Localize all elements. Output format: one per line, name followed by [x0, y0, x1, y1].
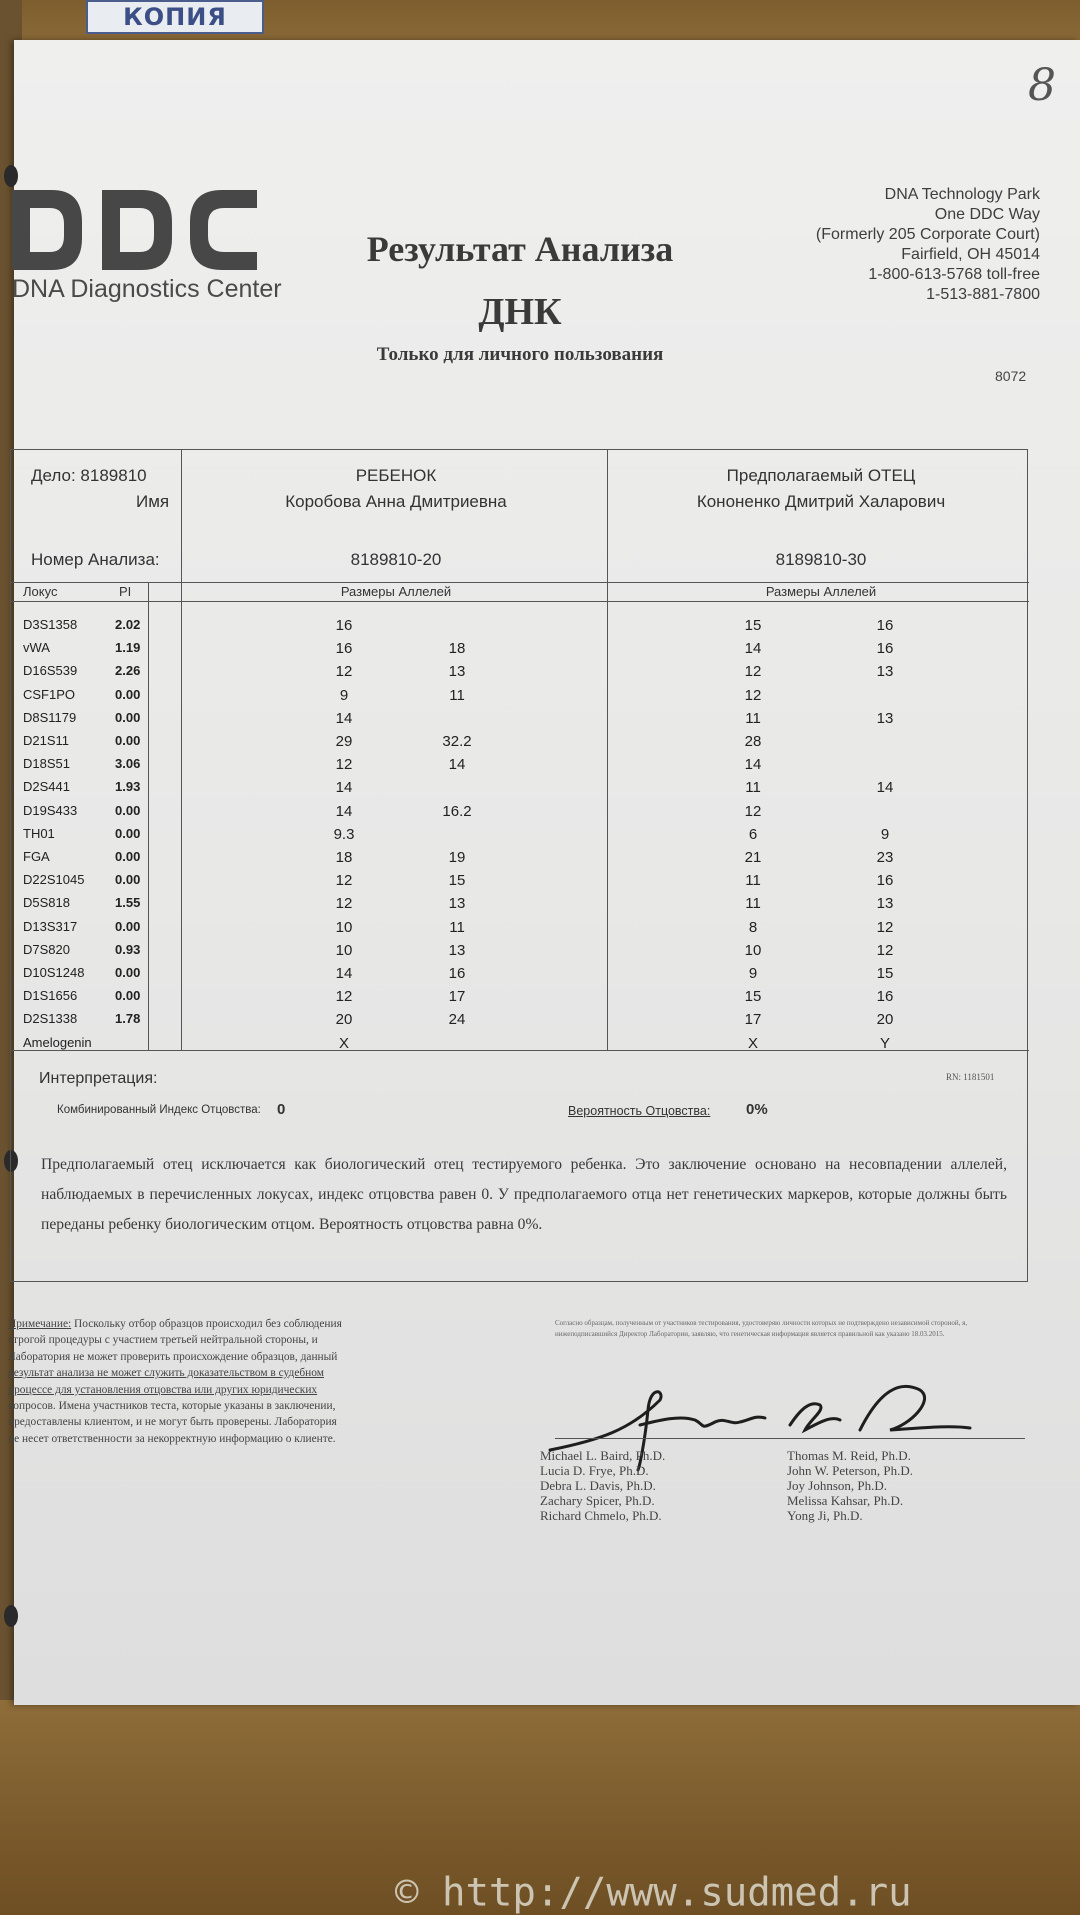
pi-value: 1.78 [115, 1011, 141, 1027]
father-allele-2: 13 [876, 663, 894, 681]
father-allele-1: 11 [745, 709, 761, 727]
pi-value: 0.00 [115, 709, 141, 725]
page-number: 8 [1028, 60, 1056, 111]
locus-name: D18S51 [23, 756, 70, 772]
locus-name: CSF1PO [23, 686, 76, 702]
pi-value: 0.00 [115, 849, 141, 864]
pi-value: 0.93 [115, 941, 141, 957]
locus-name: D8S1179 [23, 709, 77, 725]
signers-right: Thomas M. Reid, Ph.D. John W. Peterson, Ph.D. Joy Johnson, Ph.D. Melissa Kahsar, Ph.D. Yong Ji, Ph.D. [787, 1448, 914, 1523]
case-number: Дело: 8189810 [31, 466, 147, 485]
father-allele-1: X [747, 1034, 759, 1052]
father-test-number: 8189810-30 [775, 550, 867, 569]
child-allele-2: 19 [448, 849, 466, 866]
father-allele-1: 11 [745, 872, 761, 890]
disclaimer-note: Примечание: Поскольку отбор образцов происходил без соблюдения строгой процедуры с участием третьей нейтральной стороны, и Лаборатория не может проверить происхождение образцов, данный результат анализа не может служить доказательством в судебном процессе для установления отцовства или других юридических вопросов. Имена участников теста, которые указаны в заключении, предоставлены клиентом, и не могут быть проверены. Лаборатория не несет ответственности за некорректную информацию о клиенте. [8, 1318, 342, 1445]
father-allele-1: 8 [748, 918, 758, 936]
document-subtitle: Только для личного пользования [376, 344, 664, 365]
father-allele-2: 23 [876, 849, 894, 866]
probability-label: Вероятность Отцовства: [568, 1104, 711, 1118]
locus-name: D10S1248 [23, 965, 85, 980]
child-allele-2: 11 [449, 686, 465, 704]
pi-value: 0.00 [115, 802, 141, 818]
child-allele-1: 16 [335, 640, 353, 658]
interpretation-label: Интерпретация: [39, 1070, 158, 1087]
document-title: Результат Анализа [366, 229, 674, 269]
document-code: 8072 [995, 368, 1027, 384]
locus-name: FGA [23, 849, 50, 864]
father-allele-2: 13 [876, 709, 894, 727]
child-allele-2: 13 [448, 895, 466, 913]
father-allele-2: 16 [876, 640, 894, 658]
father-allele-2: 9 [880, 825, 890, 843]
father-allele-1: 9 [748, 965, 758, 982]
child-allele-1: 12 [335, 756, 353, 774]
father-allele-2: 16 [876, 872, 894, 890]
locus-name: D16S539 [23, 663, 78, 679]
child-allele-1: 12 [335, 872, 353, 890]
rn-number: RN: 1181501 [946, 1072, 995, 1082]
child-alleles-header: Размеры Аллелей [340, 584, 452, 599]
father-allele-1: 6 [748, 825, 758, 843]
pi-value: 0.00 [115, 686, 141, 702]
name-label: Имя [136, 492, 170, 511]
child-allele-1: 20 [335, 1011, 353, 1029]
pi-value: 1.93 [115, 779, 141, 795]
father-allele-2: 16 [876, 988, 894, 1006]
child-allele-2: 13 [448, 663, 466, 681]
child-allele-1: 12 [335, 895, 353, 913]
child-allele-1: 18 [335, 849, 353, 866]
child-allele-2: 13 [448, 941, 466, 959]
pi-value: 2.02 [115, 617, 141, 632]
locus-name: D19S433 [23, 802, 78, 818]
child-test-number: 8189810-20 [350, 550, 442, 569]
pi-value: 1.55 [115, 895, 141, 911]
child-allele-1: 12 [335, 663, 353, 681]
signers-left: Michael L. Baird, Ph.D. Lucia D. Frye, Ph.D. Debra L. Davis, Ph.D. Zachary Spicer, Ph.D. Richard Chmelo, Ph.D. [540, 1448, 666, 1523]
child-allele-1: 14 [335, 802, 353, 820]
pi-value: 0.00 [115, 988, 141, 1004]
pi-value: 0.00 [115, 825, 141, 841]
signature-line [555, 1438, 1025, 1439]
child-allele-2: 18 [448, 640, 466, 658]
father-allele-1: 10 [744, 941, 762, 959]
father-allele-1: 14 [744, 756, 762, 774]
father-allele-2: 13 [876, 895, 894, 913]
father-role: Предполагаемый ОТЕЦ [726, 466, 916, 485]
consent-statement: Согласно образцам, полученным от участников тестирования, удостоверяю личности которых не подтверждено независимой стороной, я, нижеподписавшийся Директор Лаборатории, заявляю, что генетическая информация является правильной как указано 18.03.2015. [555, 1319, 968, 1338]
child-allele-2: 14 [448, 756, 466, 774]
copy-stamp: КОПИЯ [86, 0, 264, 34]
locus-name: D2S441 [23, 779, 70, 795]
child-allele-1: 10 [335, 918, 353, 936]
locus-name: vWA [23, 640, 50, 656]
cpi-value: 0 [277, 1101, 286, 1118]
father-allele-1: 15 [744, 617, 762, 634]
child-allele-1: 12 [335, 988, 353, 1006]
father-allele-1: 12 [744, 686, 762, 704]
father-allele-2: 12 [876, 918, 894, 936]
pi-value: 3.06 [115, 756, 141, 772]
father-allele-2: 14 [876, 779, 894, 797]
father-allele-2: Y [879, 1034, 891, 1052]
child-role: РЕБЕНОК [355, 466, 437, 485]
father-allele-1: 21 [744, 849, 762, 866]
pi-value: 0.00 [115, 872, 141, 888]
pi-value: 2.26 [115, 663, 141, 679]
pi-header: PI [119, 584, 132, 599]
child-allele-1: 14 [335, 779, 353, 797]
child-allele-1: 9 [339, 686, 349, 704]
father-allele-1: 11 [745, 779, 761, 797]
locus-header: Локус [23, 584, 58, 599]
father-name: Кононенко Дмитрий Халарович [696, 492, 946, 511]
watermark: © http://www.sudmed.ru [395, 1870, 912, 1915]
father-allele-2: 20 [876, 1011, 894, 1029]
father-allele-1: 15 [744, 988, 762, 1006]
results-table [10, 449, 1028, 1282]
father-alleles-header: Размеры Аллелей [765, 584, 877, 599]
father-allele-1: 17 [744, 1011, 762, 1029]
pi-value: 0.00 [115, 733, 141, 748]
pi-value: 1.19 [115, 640, 141, 656]
father-allele-2: 15 [876, 965, 894, 982]
child-allele-1: 29 [335, 733, 353, 750]
child-allele-1: 14 [335, 709, 353, 727]
child-allele-2: 24 [448, 1011, 466, 1029]
child-allele-1: 9.3 [333, 825, 355, 843]
locus-name: D21S11 [23, 733, 70, 748]
pi-value: 0.00 [115, 965, 141, 980]
cpi-label: Комбинированный Индекс Отцовства: [57, 1104, 261, 1116]
child-allele-2: 15 [448, 872, 466, 890]
father-allele-1: 14 [744, 640, 762, 658]
child-allele-1: 10 [335, 941, 353, 959]
father-allele-1: 12 [744, 802, 762, 820]
child-allele-2: 16 [448, 965, 466, 982]
child-allele-2: 11 [449, 918, 465, 936]
child-name: Коробова Анна Дмитриевна [285, 492, 507, 511]
locus-name: D22S1045 [23, 872, 85, 888]
locus-name: TH01 [23, 825, 55, 841]
father-allele-1: 11 [745, 895, 761, 913]
probability-value: 0% [746, 1101, 768, 1118]
child-allele-1: 16 [335, 617, 353, 634]
father-allele-1: 12 [744, 663, 762, 681]
father-allele-2: 16 [876, 617, 894, 634]
father-allele-1: 28 [744, 733, 762, 750]
locus-name: D3S1358 [23, 617, 78, 632]
locus-name: D5S818 [23, 895, 70, 911]
locus-name: D2S1338 [23, 1011, 78, 1027]
document-title-dna: ДНК [478, 291, 562, 333]
lab-address: DNA Technology Park One DDC Way (Formerly 205 Corporate Court) Fairfield, OH 45014 1-800-613-5768 toll-free 1-513-881-7800 [815, 186, 1040, 303]
child-allele-1: X [338, 1034, 350, 1052]
child-allele-2: 32.2 [442, 733, 472, 750]
lab-name: DNA Diagnostics Center [12, 275, 282, 303]
locus-name: Amelogenin [23, 1034, 92, 1050]
locus-name: D13S317 [23, 918, 78, 934]
child-allele-1: 14 [335, 965, 353, 982]
child-allele-2: 17 [448, 988, 466, 1006]
test-number-label: Номер Анализа: [31, 550, 160, 569]
interpretation-text: Предполагаемый отец исключается как биологический отец тестируемого ребенка. Это заключение основано на несовпадении аллелей, наблюдаемых в перечисленных локусах, индекс отцовства равен 0. У предполагаемого отца нет генетических маркеров, которые должны быть переданы ребенку биологическим отцом. Вероятность отцовства равна 0%. [41, 1156, 1007, 1233]
pi-value: 0.00 [115, 918, 141, 934]
locus-name: D1S1656 [23, 988, 78, 1004]
child-allele-2: 16.2 [442, 802, 472, 820]
locus-name: D7S820 [23, 941, 70, 957]
father-allele-2: 12 [876, 941, 894, 959]
